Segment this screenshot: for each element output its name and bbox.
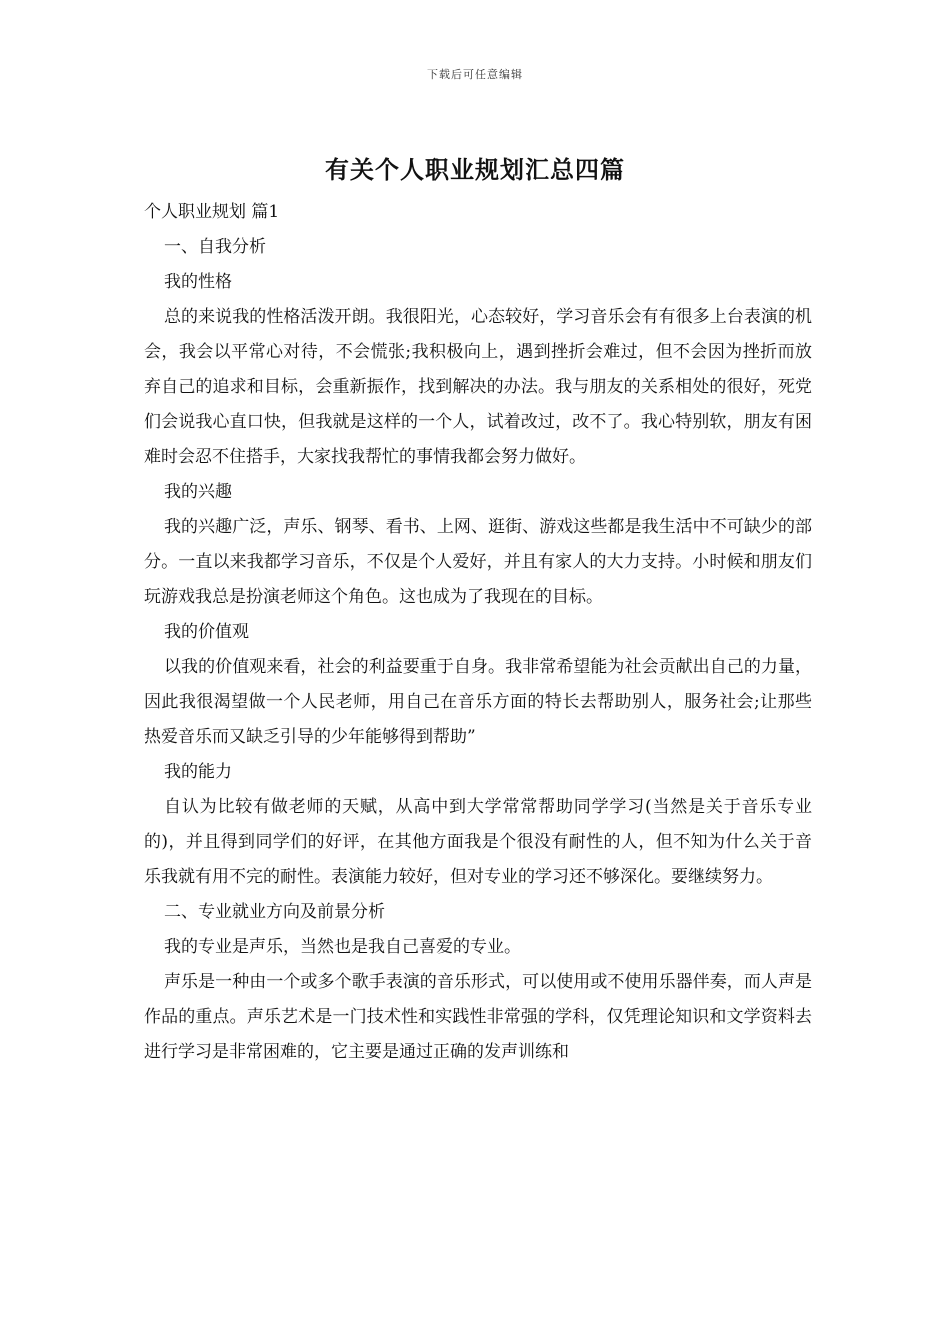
header-note: 下载后可任意编辑: [427, 68, 523, 81]
document-body: [144, 195, 812, 1070]
subheading-values: 我的价值观: [164, 622, 249, 642]
paragraph-ability: 自认为比较有做老师的天赋，从高中到大学常常帮助同学学习(当然是关于音乐专业的)，并且得到同学们的好评，在其他方面我是个很没有耐性的人，但不知为什么关于音乐我就有用不完的耐性。表演能力较好，但对专业的学习还不够深化。要继续努力。: [144, 797, 812, 887]
document-title: 有关个人职业规划汇总四篇: [325, 155, 625, 184]
paragraph-major: 我的专业是声乐，当然也是我自己喜爱的专业。: [164, 937, 521, 957]
part-title: 个人职业规划 篇1: [144, 202, 280, 222]
paragraph-vocal-music: 声乐是一种由一个或多个歌手表演的音乐形式，可以使用或不使用乐器伴奏，而人声是作品的重点。声乐艺术是一门技术性和实践性非常强的学科，仅凭理论知识和文学资料去进行学习是非常困难的，它主要是通过正确的发声训练和: [144, 972, 812, 1062]
paragraph-interest: 我的兴趣广泛，声乐、钢琴、看书、上网、逛街、游戏这些都是我生活中不可缺少的部分。一直以来我都学习音乐，不仅是个人爱好，并且有家人的大力支持。小时候和朋友们玩游戏我总是扮演老师这个角色。这也成为了我现在的目标。: [144, 517, 812, 607]
subheading-personality: 我的性格: [164, 272, 232, 292]
subheading-ability: 我的能力: [164, 762, 232, 782]
paragraph-personality: 总的来说我的性格活泼开朗。我很阳光，心态较好，学习音乐会有有很多上台表演的机会，我会以平常心对待，不会慌张;我积极向上，遇到挫折会难过，但不会因为挫折而放弃自己的追求和目标，会重新振作，找到解决的办法。我与朋友的关系相处的很好，死党们会说我心直口快，但我就是这样的一个人，试着改过，改不了。我心特别软，朋友有困难时会忍不住搭手，大家找我帮忙的事情我都会努力做好。: [144, 307, 812, 467]
subheading-interest: 我的兴趣: [164, 482, 232, 502]
section-heading-career-direction: 二、专业就业方向及前景分析: [164, 902, 385, 922]
section-heading-self-analysis: 一、自我分析: [164, 237, 266, 257]
paragraph-values: 以我的价值观来看，社会的利益要重于自身。我非常希望能为社会贡献出自己的力量，因此我很渴望做一个人民老师，用自己在音乐方面的特长去帮助别人，服务社会;让那些热爱音乐而又缺乏引导的少年能够得到帮助”: [144, 657, 812, 747]
